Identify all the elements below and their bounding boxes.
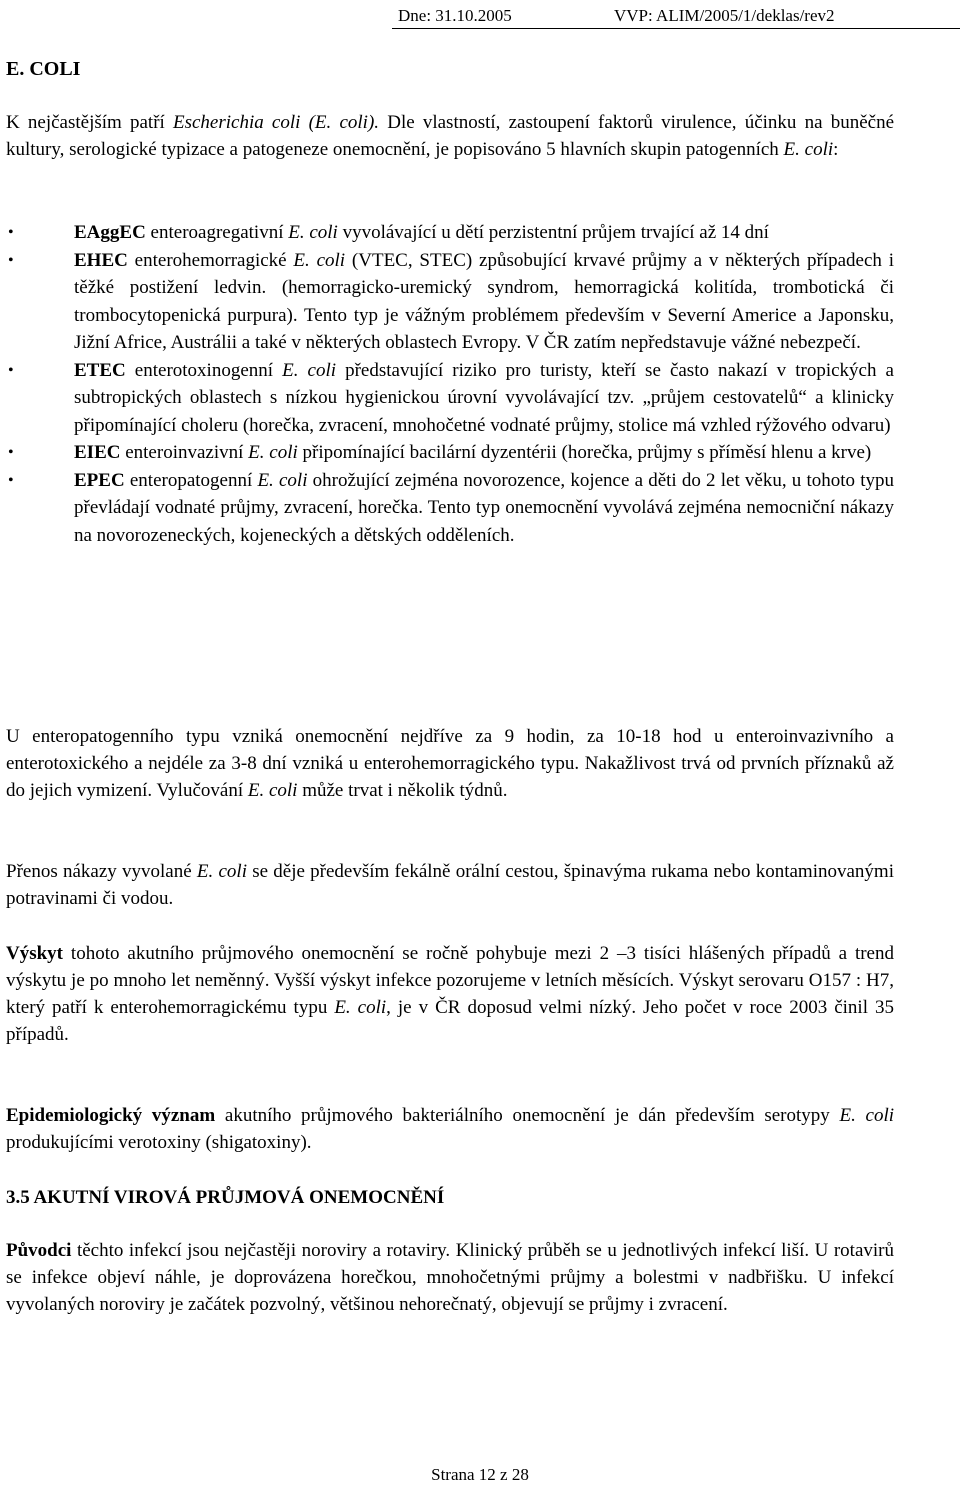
bullet-icon: • xyxy=(8,471,14,489)
list-item-etec: • ETEC enterotoxinogenní E. coli představující riziko pro turisty, kteří se často nakazí v tropických a subtropických oblastech s nízkou hygienickou úrovní vyvolávající tzv. „průjem cestovatelů“ a klinicky připomínající choleru (horečka, zvracení, mnohočetné vodnaté průjmy, stolice má vzhled rýžového odvaru) xyxy=(6,357,894,440)
bullet-icon: • xyxy=(8,224,14,241)
page-header xyxy=(392,4,960,28)
bullet-icon: • xyxy=(8,361,14,379)
section-title: E. COLI xyxy=(6,58,81,80)
list-item-eiec: • EIEC enteroinvazivní E. coli připomínající bacilární dyzentérii (horečka, průjmy s příměsí hlenu a krve) xyxy=(6,439,894,467)
list-item-eaggec: • EAggEC enteroagregativní E. coli vyvolávající u dětí perzistentní průjem trvající až 14 dní xyxy=(6,219,894,247)
header-rule xyxy=(392,28,960,29)
causes-paragraph: Původci těchto infekcí jsou nejčastěji noroviry a rotaviry. Klinický průběh se u jednotlivých infekcí liší. U rotavirů se infekce objeví náhle, je doprovázena horečkou, mnohočetnými průjmy a bolestmi v nadbřišku. U infekcí vyvolaných noroviry je začátek pozvolný, většinou nehorečnatý, objevují se průjmy i zvracení. xyxy=(6,1240,894,1315)
page-number: Strana 12 z 28 xyxy=(431,1465,529,1484)
occurrence-paragraph: Výskyt tohoto akutního průjmového onemocnění se ročně pohybuje mezi 2 –3 tisíci hlášených případů a trend výskytu je po mnoho let neměnný. Vyšší výskyt infekce pozorujeme v letních měsících. Výskyt serovaru O157 : H7, který patří k enterohemorragickému typu E. coli, je v ČR doposud velmi nízký. Jeho počet v roce 2003 činil 35 případů. xyxy=(6,943,894,1045)
header-reference: VVP: ALIM/2005/1/deklas/rev2 xyxy=(614,6,835,25)
list-item-epec: • EPEC enteropatogenní E. coli ohrožující zejména novorozence, kojence a děti do 2 let věku, u tohoto typu převládají vodnaté průjmy, zvracení, horečka. Tento typ onemocnění vyvolává zejména nemocniční nákazy na novorozeneckých, kojeneckých a dětských odděleních. xyxy=(6,467,894,550)
bullet-icon: • xyxy=(8,444,14,461)
header-date: Dne: 31.10.2005 xyxy=(398,6,512,25)
incubation-paragraph: U enteropatogenního typu vzniká onemocnění nejdříve za 9 hodin, za 10-18 hod u enteroinvazivního a enterotoxického a nejdéle za 3-8 dní vzniká u enterohemorragického typu. Nakažlivost trvá od prvních příznaků až do jejich vymizení. Vylučování E. coli může trvat i několik týdnů. xyxy=(6,726,894,801)
bullet-icon: • xyxy=(8,251,14,269)
subsection-heading: 3.5 AKUTNÍ VIROVÁ PRŮJMOVÁ ONEMOCNĚNÍ xyxy=(6,1187,445,1208)
epidemiology-paragraph: Epidemiologický význam akutního průjmového bakteriálního onemocnění je dán především serotypy E. coli produkujícími verotoxiny (shigatoxiny). xyxy=(6,1105,894,1153)
intro-paragraph: K nejčastějším patří Escherichia coli (E. coli). Dle vlastností, zastoupení faktorů virulence, účinku na buněčné kultury, serologické typizace a patogeneze onemocnění, je popisováno 5 hlavních skupin patogenních E. coli: xyxy=(6,112,894,160)
pathogen-group-list xyxy=(6,219,894,549)
list-item-ehec: • EHEC enterohemorragické E. coli (VTEC, STEC) způsobující krvavé průjmy a v některých případech i těžké postižení ledvin. (hemorragicko-uremický syndrom, hemorragická kolitída, trombotická či trombocytopenická purpura). Tento typ je vážným problémem především v Severní Americe a Japonsku, Jižní Africe, Austrálii a také v některých oblastech Evropy. V ČR zatím nepředstavuje vážné nebezpečí. xyxy=(6,247,894,357)
transmission-paragraph: Přenos nákazy vyvolané E. coli se děje především fekálně orální cestou, špinavýma rukama nebo kontaminovanými potravinami či vodou. xyxy=(6,861,894,909)
